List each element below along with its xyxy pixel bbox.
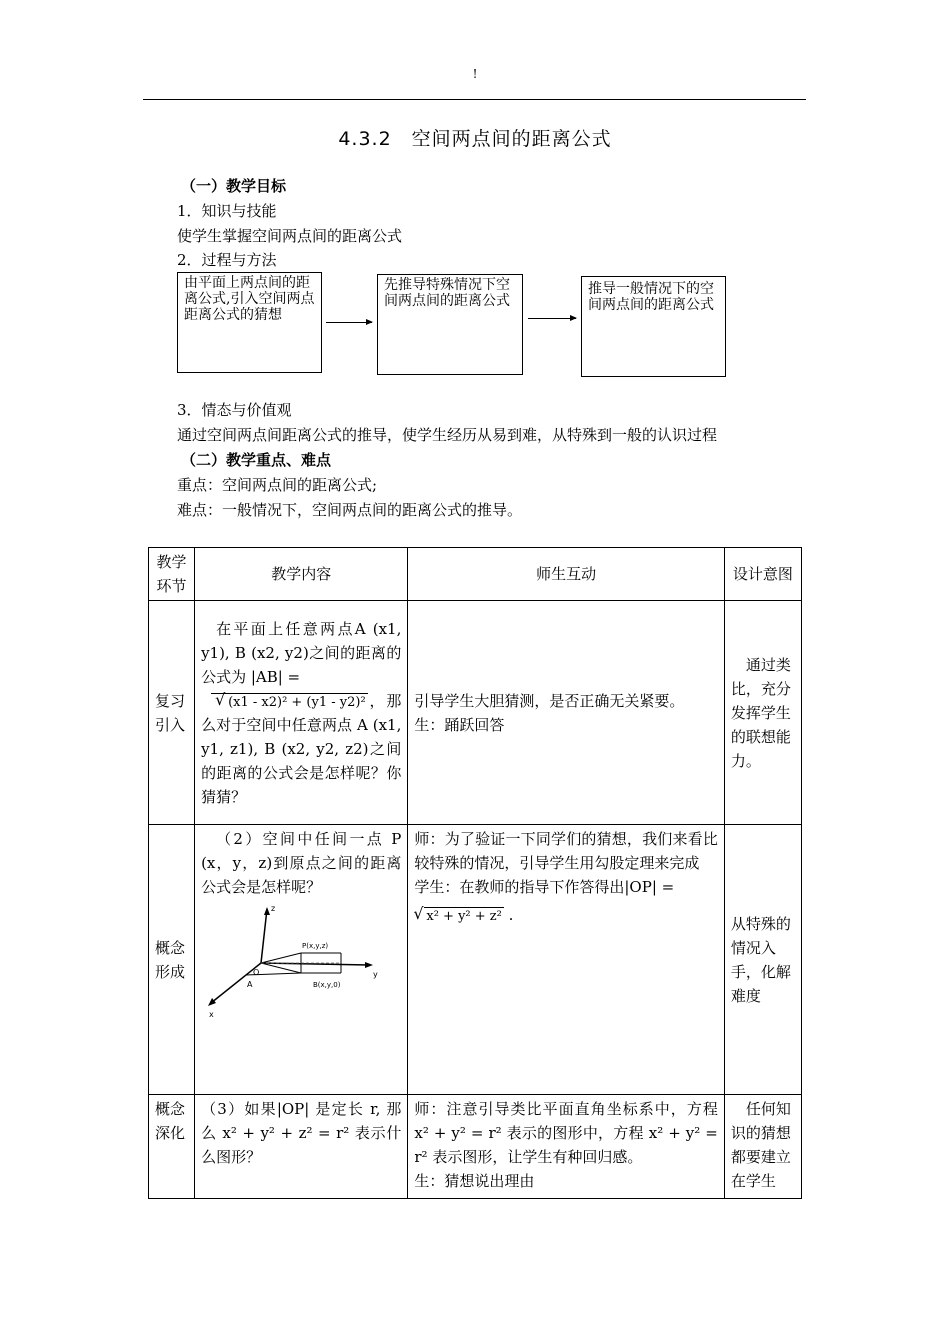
flow-box-3: 推导一般情况下的空间两点间的距离公式 [581, 276, 726, 377]
header-interaction: 师生互动 [408, 548, 724, 601]
interaction-cell [408, 825, 724, 1095]
intent-cell: 通过类比，充分发挥学生的联想能力。 [724, 601, 801, 825]
segment-op [261, 953, 301, 963]
segment-ob [261, 963, 301, 973]
stage-cell: 概念深化 [149, 1095, 195, 1199]
intent-cell: 任何知识的猜想都要建立在学生 [724, 1095, 801, 1199]
coordinate-figure [201, 903, 391, 1023]
content-cell: （3）如果|OP| 是定长 r, 那么 x² + y² + z² = r² 表示什么图形？ [195, 1095, 408, 1199]
y-label: y [373, 970, 378, 979]
distance-formula-2d: √ (x1 - x2)² + (y1 - y2)² [211, 693, 368, 712]
section1-heading: （一）教学目标 [181, 177, 287, 195]
interaction-text-b: 学生：在教师的指导下作答得出|OP| = [414, 878, 675, 896]
interaction-cell: 师：注意引导类比平面直角坐标系中，方程 x² + y² = r² 表示的图形中，方程 x² + y² = r² 表示图形，让学生有种回归感。 生：猜想说出理由 [408, 1095, 724, 1199]
content-text-b: ，那么对于空间中任意两点 A (x1, y1, z1), B (x2, y2, z2)之间的距离的公式会是怎样呢？你猜猜？ [201, 691, 402, 806]
point-b-label: B(x,y,0) [313, 981, 341, 989]
table-row [149, 1095, 802, 1199]
formula-end: . [508, 906, 514, 924]
item3-text: 通过空间两点间距离公式的推导，使学生经历从易到难，从特殊到一般的认识过程 [177, 426, 718, 444]
flow-arrow-2 [528, 318, 576, 319]
interaction-cell: 引导学生大胆猜测，是否正确无关紧要。 生：踊跃回答 [408, 601, 724, 825]
interaction-text-a: 师：为了验证一下同学们的猜想，我们来看比较特殊的情况，引导学生用勾股定理来完成 [414, 830, 718, 872]
header-intent: 设计意图 [724, 548, 801, 601]
item1-title: 1．知识与技能 [177, 202, 277, 220]
header-content: 教学内容 [195, 548, 408, 601]
intent-cell: 从特殊的情况入手，化解难度 [724, 825, 801, 1095]
z-axis [261, 909, 267, 963]
section2-heading: （二）教学重点、难点 [181, 451, 332, 469]
item3-title: 3．情态与价值观 [177, 401, 292, 419]
distance-formula-3d: √ x² + y² + z² [424, 907, 503, 926]
item2-title: 2．过程与方法 [177, 251, 277, 269]
item1-text: 使学生掌握空间两点间的距离公式 [177, 227, 403, 245]
z-label: z [271, 904, 276, 913]
z-arrow [264, 907, 270, 915]
origin-label: O [253, 968, 260, 977]
difficult-point: 难点：一般情况下，空间两点间的距离公式的推导。 [177, 501, 523, 519]
flow-arrow-1 [326, 322, 372, 323]
x-label: x [209, 1010, 214, 1019]
interaction-formula-line [414, 903, 717, 927]
header-rule [143, 99, 806, 100]
lesson-table [148, 547, 802, 1199]
table-row [149, 825, 802, 1095]
content-text: （2）空间中任间一点 P (x，y，z)到原点之间的距离公式会是怎样呢？ [201, 830, 402, 896]
key-point: 重点：空间两点间的距离公式; [177, 476, 378, 494]
stage-cell: 复习引入 [149, 601, 195, 825]
page-title: 4.3.2 空间两点间的距离公式 [338, 128, 612, 150]
content-text-a: 在平面上任意两点A (x1, y1), B (x2, y2)之间的距离的公式为 |AB| = [201, 619, 402, 686]
y-arrow [365, 962, 373, 968]
point-a-label: A [247, 980, 253, 989]
table-header-row [149, 548, 802, 601]
stage-cell: 概念形成 [149, 825, 195, 1095]
flow-box-1: 由平面上两点间的距离公式,引入空间两点距离公式的猜想 [177, 272, 322, 373]
content-cell [195, 825, 408, 1095]
content-cell [195, 601, 408, 825]
header-mark: ! [472, 67, 478, 81]
point-p-label: P(x,y,z) [302, 942, 329, 950]
flow-box-2: 先推导特殊情况下空间两点间的距离公式 [377, 274, 523, 375]
table-row [149, 601, 802, 825]
header-stage: 教学环节 [149, 548, 195, 601]
